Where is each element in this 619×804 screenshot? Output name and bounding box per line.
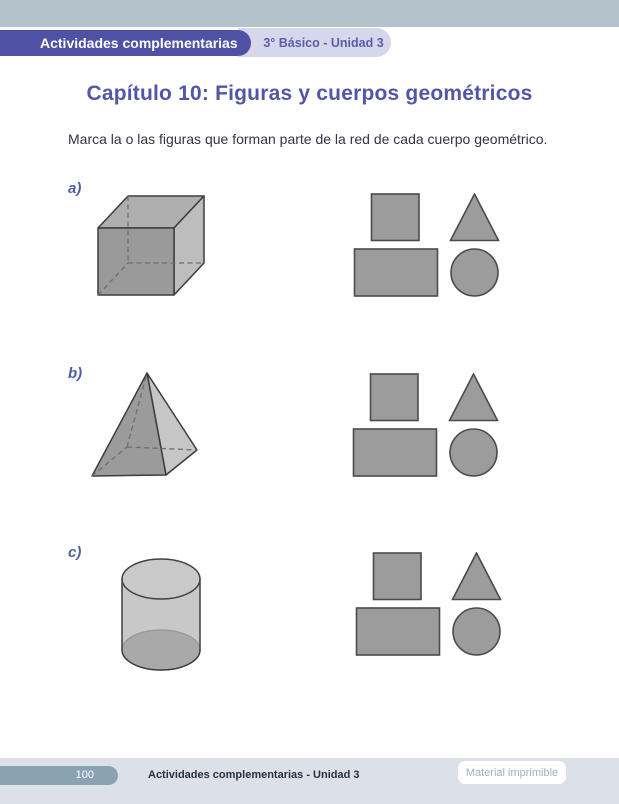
- option-circle[interactable]: [453, 608, 500, 655]
- options-grid-a: [353, 193, 500, 298]
- option-circle[interactable]: [450, 429, 497, 476]
- footer-breadcrumb: Actividades complementarias - Unidad 3: [148, 769, 360, 781]
- section-label: Actividades complementarias: [40, 35, 238, 51]
- option-triangle[interactable]: [450, 374, 498, 421]
- material-badge: [458, 761, 566, 784]
- grade-unit-label: 3° Básico - Unidad 3: [263, 35, 384, 50]
- pyramid-figure: [85, 367, 201, 481]
- option-rectangle[interactable]: [355, 249, 438, 296]
- page-number-badge: [0, 766, 118, 785]
- item-c-label: c): [68, 544, 82, 561]
- option-square[interactable]: [371, 374, 419, 421]
- option-circle[interactable]: [451, 249, 498, 296]
- material-badge-label: Material imprimible: [465, 766, 559, 779]
- options-grid-b: [352, 373, 499, 478]
- page-number: 100: [75, 769, 94, 781]
- grade-unit-badge: [238, 28, 391, 57]
- option-square[interactable]: [374, 553, 422, 600]
- options-grid-c: [355, 552, 502, 657]
- cylinder-figure: [119, 556, 203, 674]
- cube-figure: [93, 192, 209, 302]
- item-b-label: b): [68, 365, 83, 382]
- option-triangle[interactable]: [453, 553, 501, 600]
- item-a-label: a): [68, 180, 82, 197]
- option-triangle[interactable]: [451, 194, 499, 241]
- page-title: Capítulo 10: Figuras y cuerpos geométricos: [86, 82, 533, 105]
- option-square[interactable]: [372, 194, 420, 241]
- option-rectangle[interactable]: [357, 608, 440, 655]
- top-color-band: [0, 0, 619, 27]
- instruction-text: Marca la o las figuras que forman parte de la red de cada cuerpo geométrico.: [68, 131, 548, 147]
- section-badge: [0, 30, 251, 56]
- option-rectangle[interactable]: [354, 429, 437, 476]
- footer: [0, 758, 619, 804]
